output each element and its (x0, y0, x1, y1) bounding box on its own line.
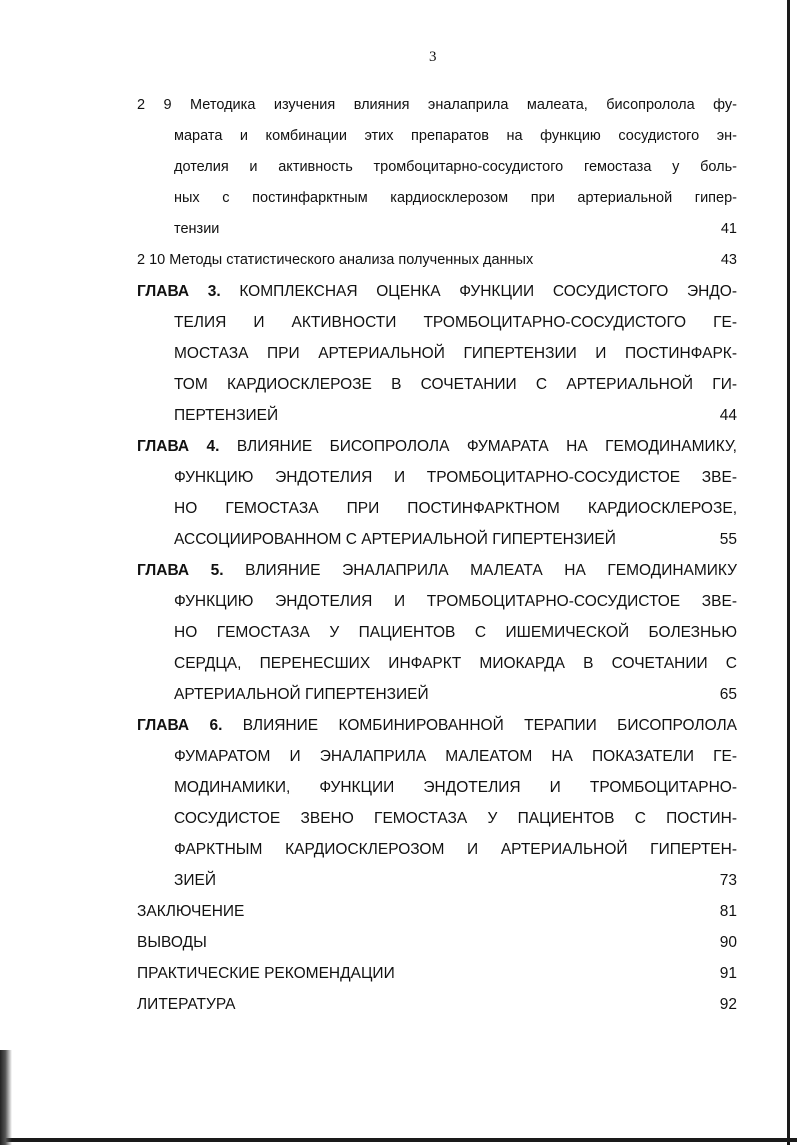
toc-page-number: 43 (720, 252, 737, 268)
toc-line: МОСТАЗА ПРИ АРТЕРИАЛЬНОЙ ГИПЕРТЕНЗИИ И ПОСТИНФАРК- (174, 345, 737, 362)
toc-entry-2-10 (137, 245, 737, 276)
toc-line-last (174, 214, 737, 245)
toc-line-last (174, 679, 737, 710)
scan-edge-right (787, 0, 790, 1145)
toc-chapter-heading-line (137, 276, 737, 307)
toc-page-number: 90 (719, 934, 737, 951)
toc-page-number: 44 (719, 407, 737, 424)
toc-line-text: ВЛИЯНИЕ ЭНАЛАПРИЛА МАЛЕАТА НА ГЕМОДИНАМИКУ (245, 562, 737, 579)
page-number: 3 (429, 49, 437, 65)
toc-entry-literature (137, 989, 737, 1020)
toc-chapter-heading-line (137, 431, 737, 462)
toc-line: ных с постинфарктным кардиосклерозом при артериальной гипер- (174, 190, 737, 206)
toc-line-text: ПЕРТЕНЗИЕЙ (174, 407, 279, 424)
toc-line: дотелия и активность тромбоцитарно-сосудистого гемостаза у боль- (174, 159, 737, 175)
table-of-contents (137, 90, 737, 1020)
chapter-label: ГЛАВА 6. (137, 717, 223, 734)
toc-line: СЕРДЦА, ПЕРЕНЕСШИХ ИНФАРКТ МИОКАРДА В СОЧЕТАНИИ С (174, 655, 737, 672)
toc-line: марата и комбинации этих препаратов на функцию сосудистого эн- (174, 128, 737, 144)
toc-entry-findings (137, 927, 737, 958)
toc-line-last (174, 524, 737, 555)
toc-chapter-5 (137, 555, 737, 710)
toc-page-number: 41 (720, 221, 737, 237)
toc-line-text: тензии (174, 221, 220, 237)
toc-page-number: 91 (719, 965, 737, 982)
chapter-label: ГЛАВА 4. (137, 438, 220, 455)
toc-chapter-3 (137, 276, 737, 431)
toc-page-number: 92 (719, 996, 737, 1013)
toc-line-text: ВЛИЯНИЕ БИСОПРОЛОЛА ФУМАРАТА НА ГЕМОДИНАМИКУ, (236, 438, 737, 455)
toc-line: СОСУДИСТОЕ ЗВЕНО ГЕМОСТАЗА У ПАЦИЕНТОВ С ПОСТИН- (174, 810, 737, 827)
toc-line-text: ЗИЕЙ (174, 872, 216, 889)
toc-page-number: 73 (719, 872, 737, 889)
toc-line-text: ВЫВОДЫ (137, 934, 207, 951)
toc-line-text: АССОЦИИРОВАННОМ С АРТЕРИАЛЬНОЙ ГИПЕРТЕНЗИЕЙ (174, 531, 616, 548)
toc-chapter-6 (137, 710, 737, 896)
toc-line-text: АРТЕРИАЛЬНОЙ ГИПЕРТЕНЗИЕЙ (174, 686, 429, 703)
toc-line: НО ГЕМОСТАЗА ПРИ ПОСТИНФАРКТНОМ КАРДИОСКЛЕРОЗЕ, (174, 500, 737, 517)
toc-line: НО ГЕМОСТАЗА У ПАЦИЕНТОВ С ИШЕМИЧЕСКОЙ БОЛЕЗНЬЮ (174, 624, 737, 641)
toc-entry-recommendations (137, 958, 737, 989)
toc-line-text: ЗАКЛЮЧЕНИЕ (137, 903, 245, 920)
toc-line: 2 9 Методика изучения влияния эналаприла малеата, бисопролола фу- (137, 97, 737, 113)
toc-line: ТЕЛИЯ И АКТИВНОСТИ ТРОМБОЦИТАРНО-СОСУДИСТОГО ГЕ- (174, 314, 737, 331)
toc-line-text: КОМПЛЕКСНАЯ ОЦЕНКА ФУНКЦИИ СОСУДИСТОГО ЭНДО- (239, 283, 738, 300)
toc-line: ФУНКЦИЮ ЭНДОТЕЛИЯ И ТРОМБОЦИТАРНО-СОСУДИСТОЕ ЗВЕ- (174, 469, 737, 486)
toc-page-number: 81 (719, 903, 737, 920)
toc-page-number: 55 (719, 531, 737, 548)
toc-line-text: 2 10 Методы статистического анализа полученных данных (137, 252, 534, 268)
chapter-label: ГЛАВА 3. (137, 283, 221, 300)
toc-line: ФУМАРАТОМ И ЭНАЛАПРИЛА МАЛЕАТОМ НА ПОКАЗАТЕЛИ ГЕ- (174, 748, 737, 765)
scan-edge-bottom (0, 1138, 797, 1142)
toc-entry-2-9 (137, 90, 737, 245)
chapter-label: ГЛАВА 5. (137, 562, 224, 579)
toc-line: ФУНКЦИЮ ЭНДОТЕЛИЯ И ТРОМБОЦИТАРНО-СОСУДИСТОЕ ЗВЕ- (174, 593, 737, 610)
toc-chapter-heading-line (137, 710, 737, 741)
toc-page-number: 65 (719, 686, 737, 703)
toc-line-text: ВЛИЯНИЕ КОМБИНИРОВАННОЙ ТЕРАПИИ БИСОПРОЛОЛА (242, 717, 737, 734)
scan-smudge (0, 1050, 12, 1145)
toc-line: МОДИНАМИКИ, ФУНКЦИИ ЭНДОТЕЛИЯ И ТРОМБОЦИТАРНО- (174, 779, 737, 796)
toc-chapter-4 (137, 431, 737, 555)
toc-line-text: ПРАКТИЧЕСКИЕ РЕКОМЕНДАЦИИ (137, 965, 395, 982)
toc-chapter-heading-line (137, 555, 737, 586)
toc-line: ФАРКТНЫМ КАРДИОСКЛЕРОЗОМ И АРТЕРИАЛЬНОЙ ГИПЕРТЕН- (174, 841, 737, 858)
toc-line: ТОМ КАРДИОСКЛЕРОЗЕ В СОЧЕТАНИИ С АРТЕРИАЛЬНОЙ ГИ- (174, 376, 737, 393)
toc-line-text: ЛИТЕРАТУРА (137, 996, 236, 1013)
toc-line-last (174, 400, 737, 431)
toc-line-last (174, 865, 737, 896)
toc-entry-conclusion (137, 896, 737, 927)
